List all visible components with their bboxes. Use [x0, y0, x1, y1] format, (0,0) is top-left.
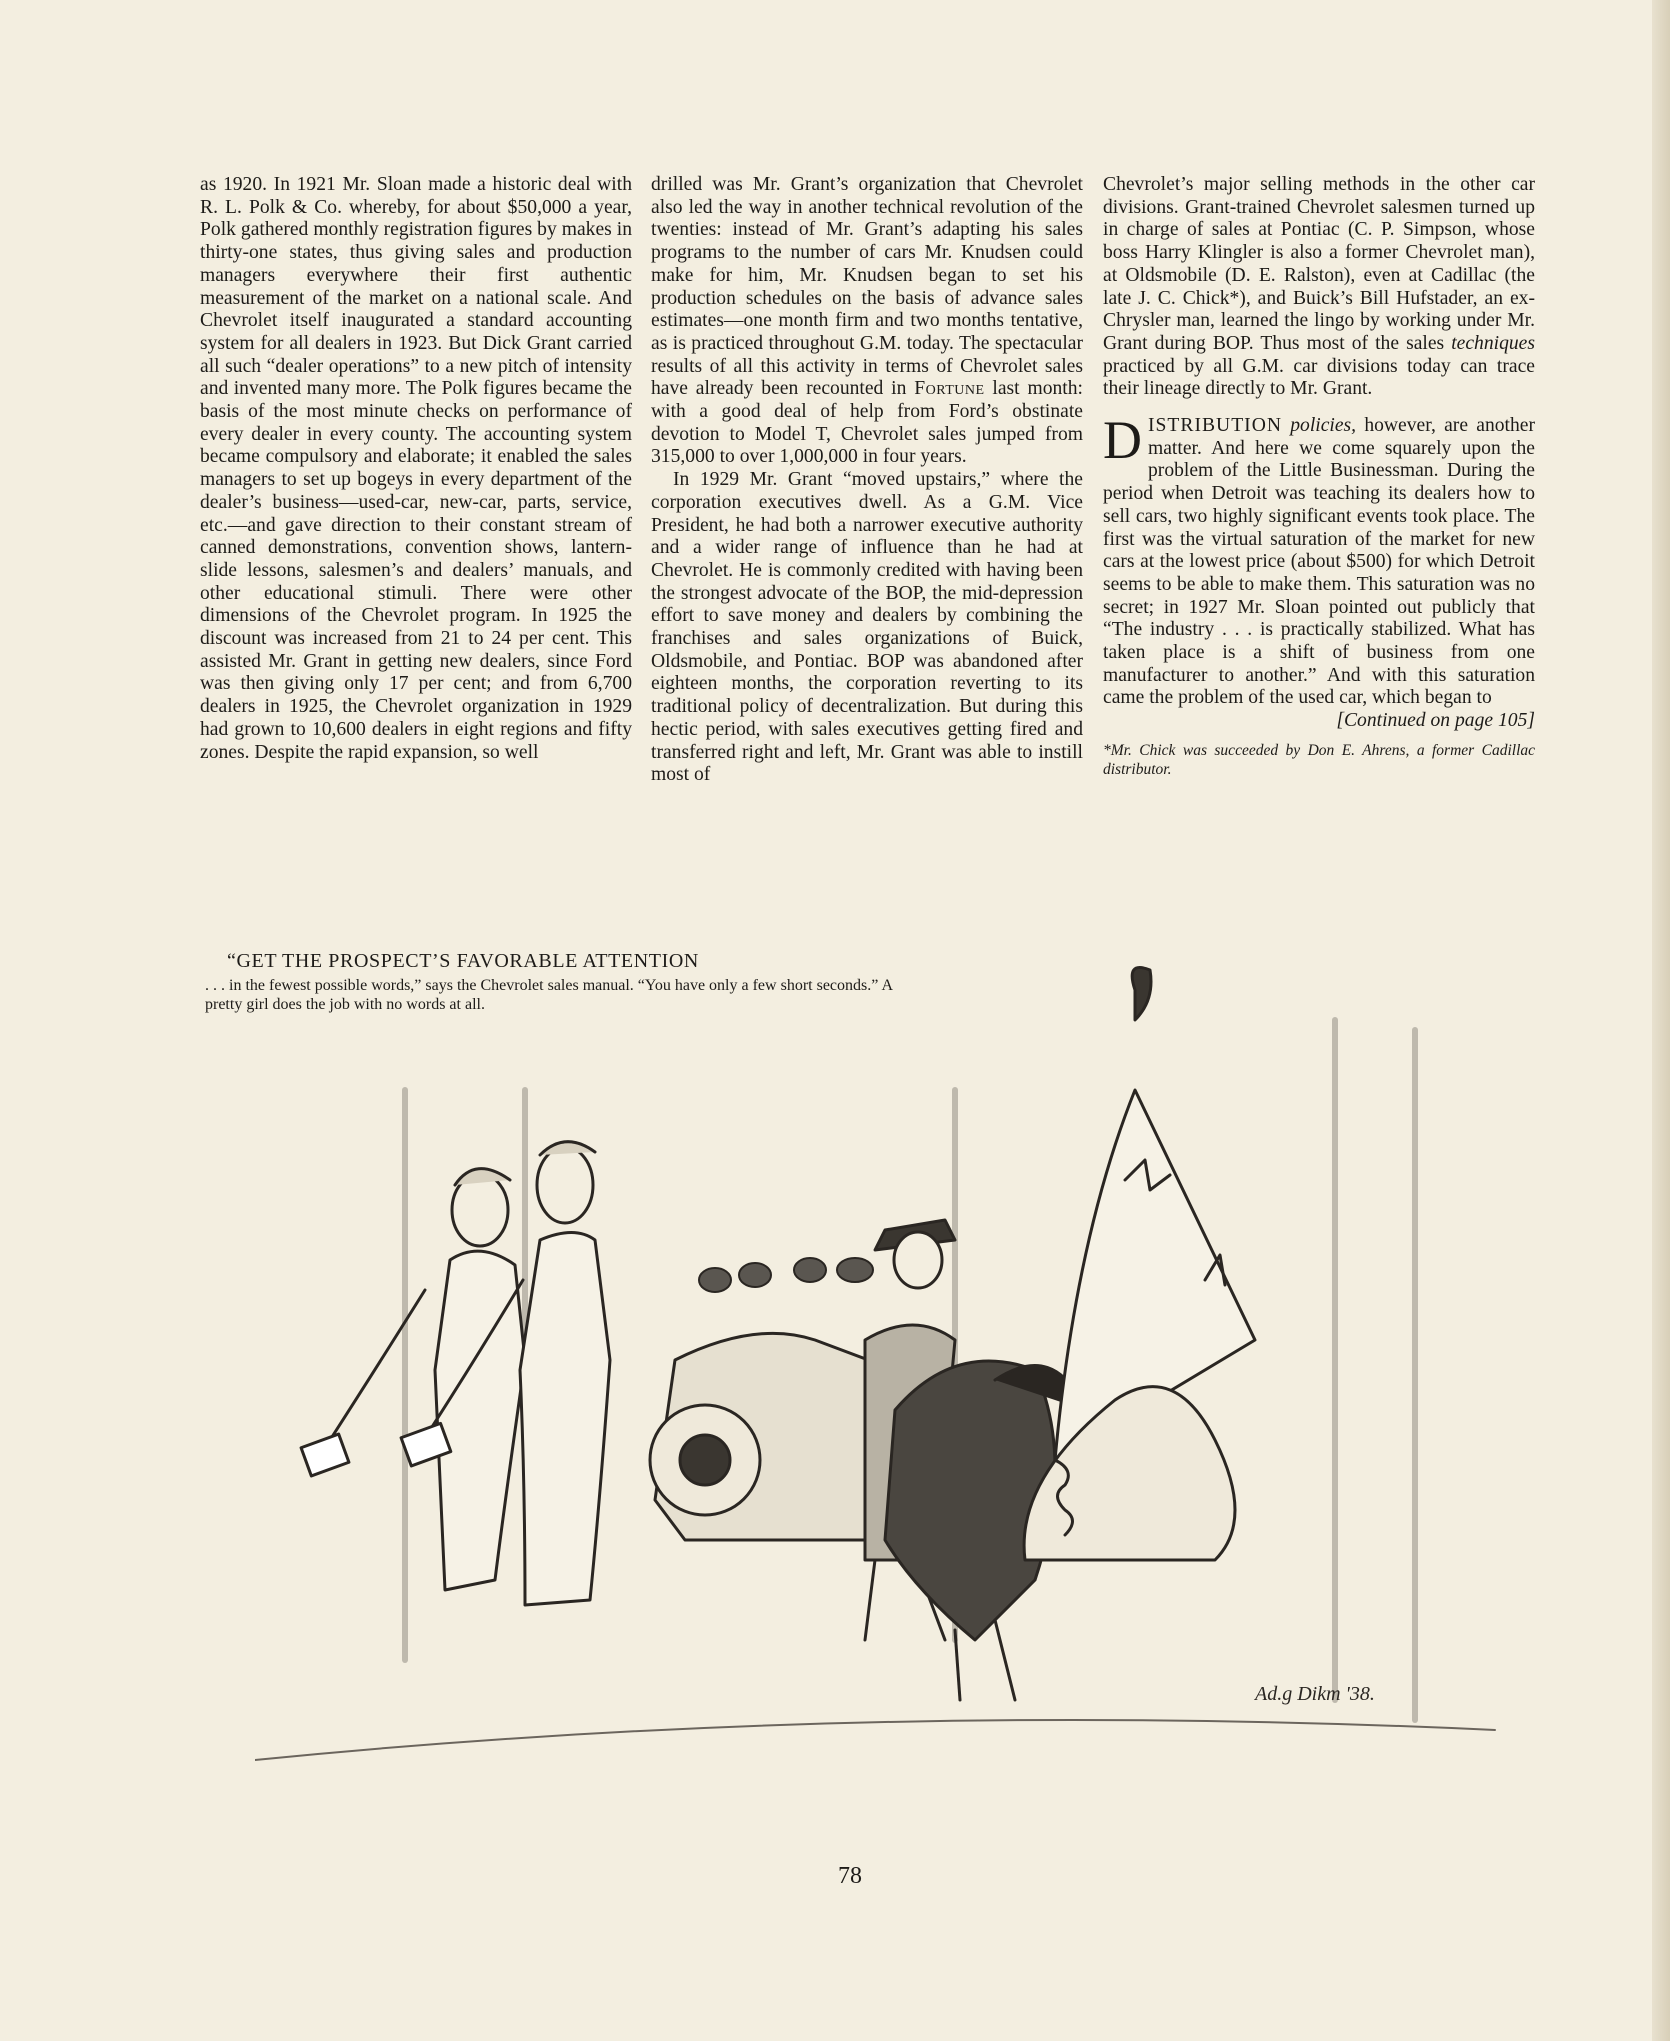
column-3-paragraph-1 [1103, 174, 1535, 401]
column-2-paragraph-1 [651, 174, 1083, 469]
column-1-paragraph: as 1920. In 1921 Mr. Sloan made a historic deal with R. L. Polk & Co. whereby, for about $50,000 a year, Polk gathered monthly registration figures by makes in thirty-one states, thus giving sales and production managers everywhere their first authentic measurement of the market on a national scale. And Chevrolet itself inaugurated a standard accounting system for all dealers in 1923. But Dick Grant carried all such “dealer operations” to a new pitch of intensity and invented many more. The Polk figures became the basis of the most minute checks on performance of every dealer in every county. The accounting system became compulsory and elaborate; it enabled the sales managers to set up bogeys in every department of the dealer’s business—used-car, new-car, parts, service, etc.—and gave direction to their constant stream of canned demonstrations, convention shows, lantern-slide lessons, salesmen’s and dealers’ manuals, and other educational stimuli. There were other dimensions of the Chevrolet program. In 1925 the discount was increased from 21 to 24 per cent. This assisted Mr. Grant in getting new dealers, since Ford was then giving only 17 per cent; and from 6,700 dealers in 1925, the Chevrolet organization in 1929 had grown to 10,600 dealers in eight regions and fifty zones. Despite the rapid expansion, so well [200, 174, 632, 763]
footnote: *Mr. Chick was succeeded by Don E. Ahrens, a former Cadillac distributor. [1103, 741, 1535, 778]
paragraph-text: however, are another matter. And here we come squarely upon the problem of the Little Businessman. During the period when Detroit was teaching its dealers how to sell cars, two highly significant events took place. The first was the virtual saturation of the market for new cars at the lowest price (about $500) for which Detroit seems to be able to make them. This saturation was no secret; in 1927 Mr. Sloan pointed out publicly that “The industry . . . is practically stabilized. What has taken place is a shift of business from one manufacturer to another.” And with this saturation came the problem of the used car, which began to [1103, 415, 1536, 709]
lead-in-italic: policies, [1290, 415, 1357, 437]
crowd [699, 1258, 873, 1292]
showroom-illustration [255, 940, 1535, 1840]
column-2-paragraph-2: In 1929 Mr. Grant “moved upstairs,” where the corporation executives dwell. As a G.M. Vice President, he had both a narrower executive authority and a wider range of influence than he had at Chevrolet. He is commonly credited with having been the strongest advocate of the BOP, the mid-depression effort to save money and dealers by combining the franchises and sales organizations of Buick, Oldsmobile, and Pontiac. BOP was abandoned after eighteen months, the corporation reverting to its traditional policy of decentralization. But during this hectic period, with sales executives getting fired and transferred right and left, Mr. Grant was able to instill most of [651, 469, 1083, 786]
caption-title: “GET THE PROSPECT’S FAVORABLE ATTENTION [227, 950, 699, 972]
paragraph-text: last month: with a good deal of help from Ford’s obstinate devotion to Model T, Chevrolet sales jumped from 315,000 to over 1,000,000 in four years. [651, 378, 1083, 468]
paragraph-text: practiced by all G.M. car divisions today can trace their lineage directly to Mr. Grant. [1103, 355, 1535, 400]
caption-body: . . . in the fewest possible words,” says the Chevrolet sales manual. “You have only a few short seconds.” A pretty girl does the job with no words at all. [205, 977, 893, 1013]
floor-line [255, 1720, 1495, 1760]
paragraph-text: Chevrolet’s major selling methods in the other car divisions. Grant-trained Chevrolet salesmen turned up in charge of sales at Pontiac (C. P. Simpson, whose boss Harry Klingler is also a former Chevrolet man), at Oldsmobile (D. E. Ralston), even at Cadillac (the late J. C. Chick*), and Buick’s Bill Hufstader, an ex-Chrysler man, learned the lingo by working under Mr. Grant during BOP. Thus most of the sales [1103, 174, 1535, 354]
continued-note: [Continued on page 105] [1336, 710, 1535, 732]
emphasis-text: techniques [1451, 332, 1535, 354]
display-sail [1024, 968, 1255, 1561]
artist-signature: Ad.g Dikm '38. [1255, 1683, 1375, 1705]
drop-cap: D [1103, 410, 1142, 471]
woman-left [301, 1169, 525, 1590]
paragraph-text: drilled was Mr. Grant’s organization that Chevrolet also led the way in another technical revolution of the twenties: instead of Mr. Grant’s adapting his sales programs to the number of cars Mr. Knudsen could make for him, Mr. Knudsen began to set his production schedules on the basis of advance sales estimates—one month firm and two months tentative, as is practiced throughout G.M. today. The spectacular results of all this activity in terms of Chevrolet sales have already been recounted in [651, 174, 1083, 400]
column-3-paragraph-2 [1103, 410, 1536, 710]
page-edge [1652, 0, 1670, 2041]
lead-in-caps: ISTRIBUTION [1148, 415, 1282, 437]
magazine-name: Fortune [914, 378, 985, 400]
text-column-2 [651, 174, 1083, 787]
text-column-3 [1103, 174, 1535, 779]
page-number: 78 [838, 1863, 862, 1889]
text-column-1 [200, 174, 632, 764]
